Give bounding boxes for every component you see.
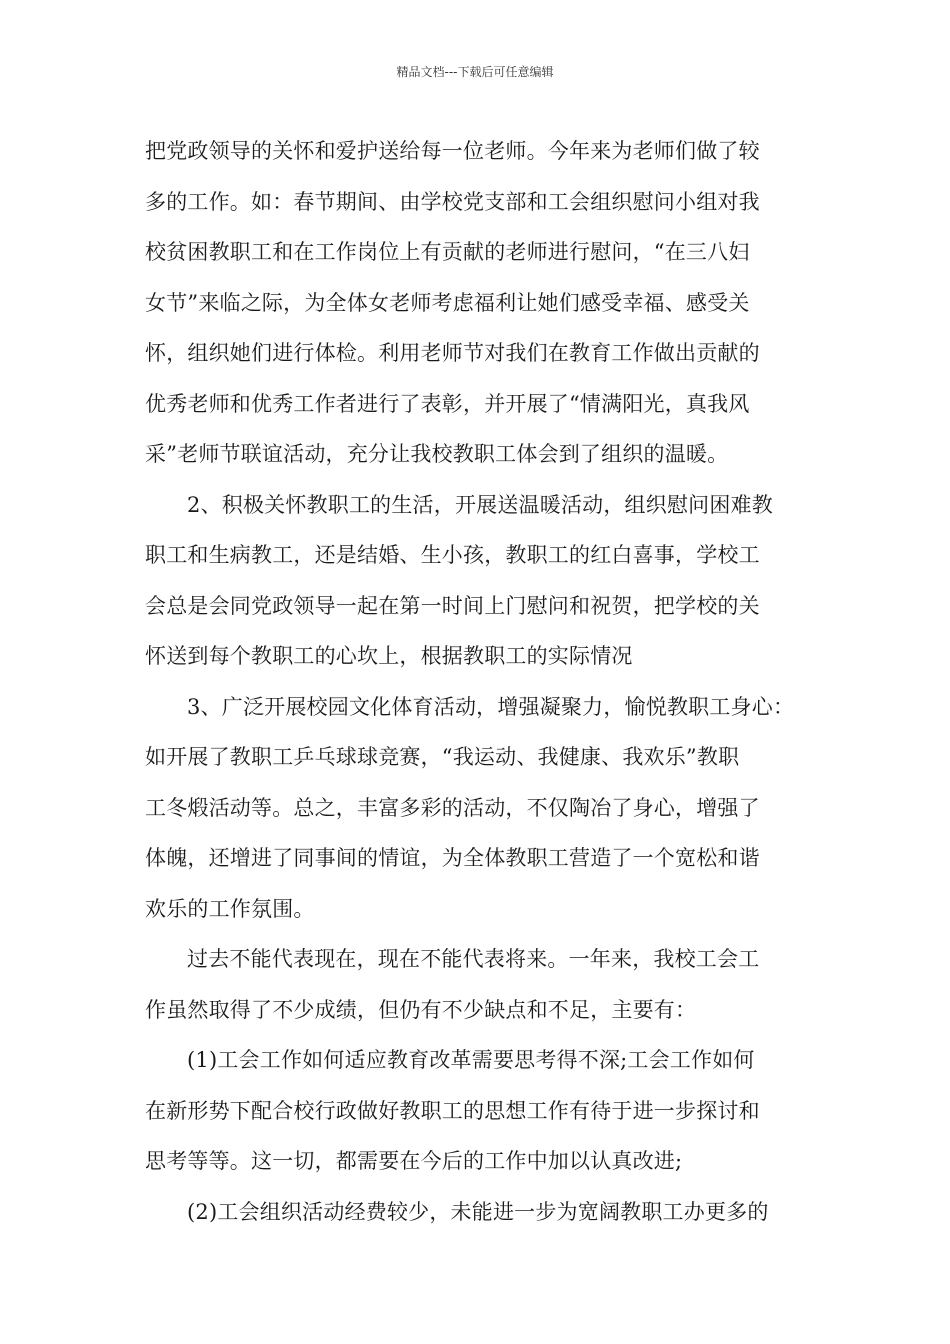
paragraph-3 [145,682,810,935]
paragraph-1 [145,126,810,480]
text-line: (1)工会工作如何适应教育改革需要思考得不深;工会工作如何 [187,1048,755,1072]
paragraph-6 [145,1187,810,1238]
text-line: 欢乐的工作氛围。 [145,896,315,921]
text-line: 会总是会同党政领导一起在第一时间上门慰问和祝贺，把学校的关 [145,593,760,618]
text-line: 思考等等。这一切，都需要在今后的工作中加以认真改进; [145,1149,683,1173]
paragraph-4 [145,934,810,1035]
text-line: 多的工作。如：春节期间、由学校党支部和工会组织慰问小组对我 [145,189,760,214]
text-line: 2、积极关怀教职工的生活，开展送温暖活动，组织慰问困难教 [187,492,773,517]
document-body [145,126,810,1237]
text-line: 过去不能代表现在，现在不能代表将来。一年来，我校工会工 [187,947,760,971]
text-line: 女节”来临之际，为全体女老师考虑福利让她们感受幸福、感受关 [145,290,750,315]
page-header: 精品文档---下载后可任意编辑 [396,65,554,79]
text-line: 优秀老师和优秀工作者进行了表彰，并开展了“情满阳光，真我风 [145,391,750,416]
text-line: 把党政领导的关怀和爱护送给每一位老师。今年来为老师们做了较 [145,139,760,163]
text-line: 体魄，还增进了同事间的情谊，为全体教职工营造了一个宽松和谐 [145,846,760,870]
text-line: 采”老师节联谊活动，充分让我校教职工体会到了组织的温暖。 [145,442,729,466]
text-line: 工冬煅活动等。总之，丰富多彩的活动，不仅陶冶了身心，增强了 [145,795,760,820]
text-line: 在新形势下配合校行政做好教职工的思想工作有待于进一步探讨和 [145,1098,760,1123]
text-line: 怀送到每个教职工的心坎上，根据教职工的实际情况 [145,644,633,668]
text-line: 职工和生病教工，还是结婚、生小孩，教职工的红白喜事，学校工 [145,543,760,567]
text-line: 校贫困教职工和在工作岗位上有贡献的老师进行慰问，“在三八妇 [145,240,750,264]
text-line: (2)工会组织活动经费较少，未能进一步为宽阔教职工办更多的 [187,1199,769,1224]
paragraph-2 [145,480,810,682]
paragraph-5 [145,1035,810,1187]
text-line: 作虽然取得了不少成绩，但仍有不少缺点和不足，主要有： [145,997,697,1022]
text-line: 如开展了教职工乒乓球球竞赛，“我运动、我健康、我欢乐”教职 [145,745,740,769]
text-line: 3、广泛开展校园文化体育活动，增强凝聚力，愉悦教职工身心： [187,694,795,719]
text-line: 怀，组织她们进行体检。利用老师节对我们在教育工作做出贡献的 [145,341,760,365]
